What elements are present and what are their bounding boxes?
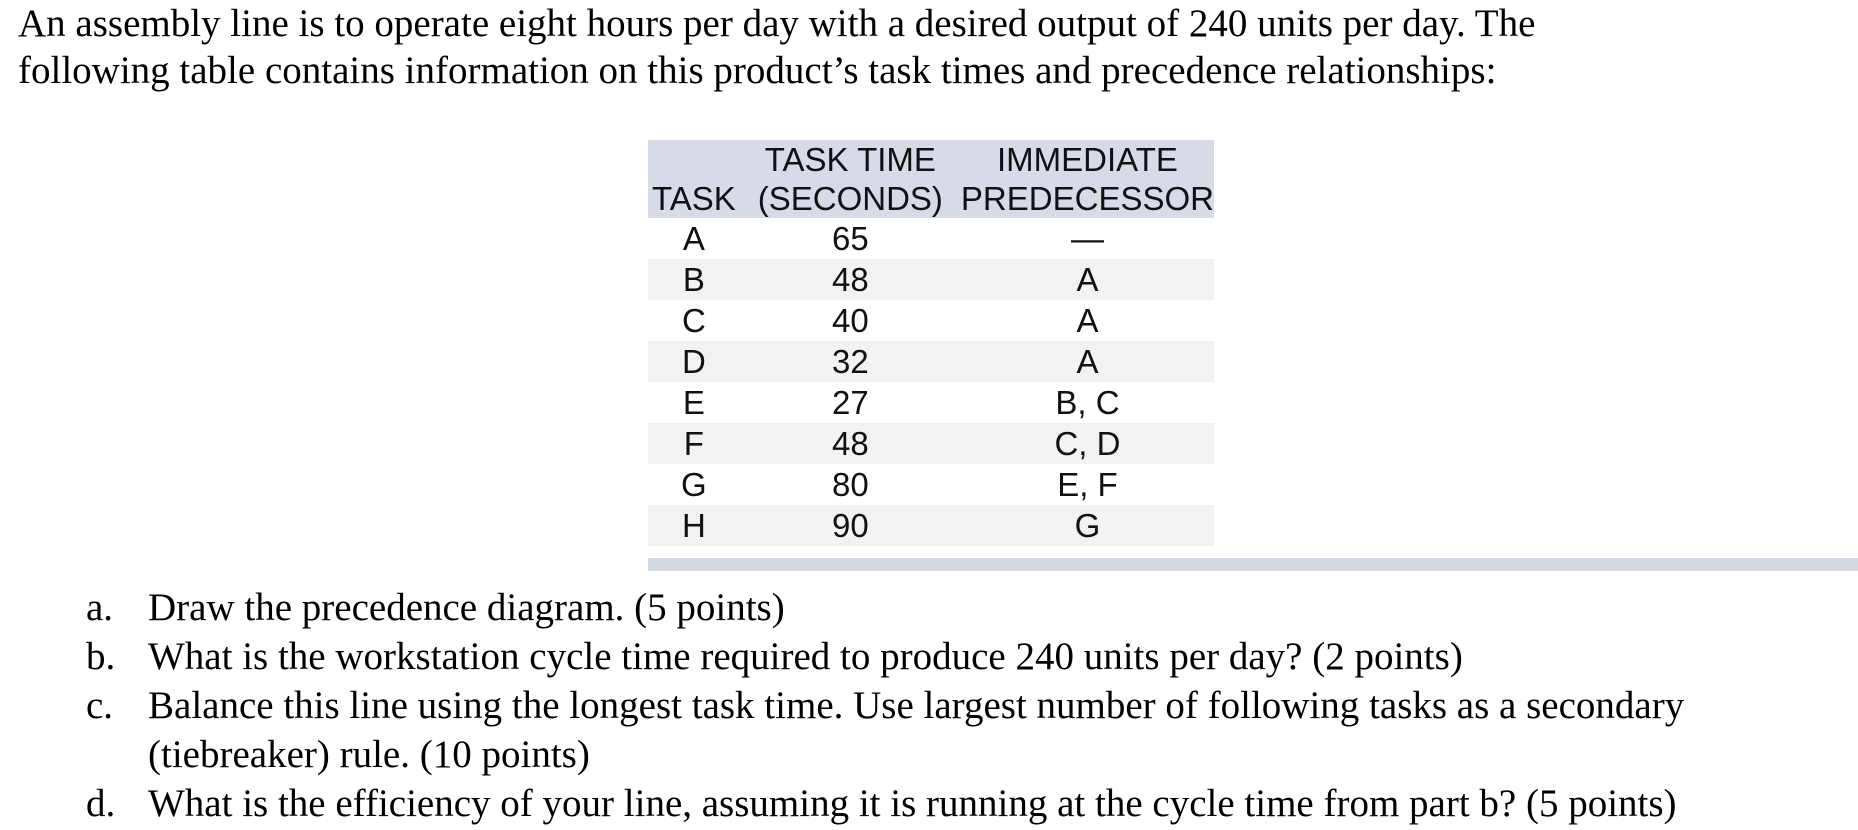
header-predecessor [961,140,1214,218]
header-task: TASK [652,180,736,217]
time-cell: 40 [831,302,869,339]
time-cell: 48 [831,261,869,298]
table-row [648,464,1214,505]
header-predecessor-line-1: IMMEDIATE [997,141,1178,178]
header-task-time-line-2: (SECONDS) [757,180,943,217]
task-cell: E [682,384,705,421]
question-list [86,583,1846,828]
task-cell: B [682,261,705,298]
task-table-body [648,218,1214,546]
predecessor-cell: B, C [1055,384,1120,421]
header-predecessor-line-2: PREDECESSOR [960,180,1214,217]
table-row [648,505,1214,546]
time-cell: 32 [831,343,869,380]
table-row [648,423,1214,464]
question-marker: c. [86,684,114,727]
table-row [648,300,1214,341]
task-cell: A [682,220,705,257]
predecessor-cell: G [1074,507,1101,544]
question-marker: b. [86,635,116,678]
task-table-container [648,140,1214,546]
header-task-time-line-1: TASK TIME [764,141,936,178]
predecessor-cell: E, F [1057,466,1118,503]
intro-line-2: following table contains information on this product’s task times and precedence relationships: [18,49,1497,92]
task-table [648,140,1214,546]
task-table-header [648,140,1214,218]
question-text: Draw the precedence diagram. (5 points) [148,586,785,629]
predecessor-cell: A [1076,302,1099,339]
time-cell: 27 [831,384,869,421]
predecessor-cell: — [1070,220,1104,257]
question-d [86,779,1846,828]
task-cell: D [681,343,706,380]
time-cell: 48 [831,425,869,462]
table-row [648,259,1214,300]
question-marker: a. [86,586,114,629]
task-cell: C [681,302,706,339]
predecessor-cell: A [1076,343,1099,380]
table-bottom-rule [648,558,1858,571]
question-a [86,583,1846,632]
table-row [648,218,1214,259]
problem-intro [18,0,1838,94]
question-text: Balance this line using the longest task time. Use largest number of following tasks as a secondary (tiebreaker) rule. (10 points) [148,684,1685,776]
intro-line-1: An assembly line is to operate eight hours per day with a desired output of 240 units per day. The [18,2,1536,45]
predecessor-cell: C, D [1054,425,1121,462]
question-marker: d. [86,782,116,825]
header-task-time [740,140,961,218]
question-b [86,632,1846,681]
predecessor-cell: A [1076,261,1099,298]
time-cell: 90 [831,507,869,544]
question-text: What is the workstation cycle time required to produce 240 units per day? (2 points) [148,635,1463,678]
task-cell: G [681,466,707,503]
time-cell: 65 [831,220,869,257]
time-cell: 80 [831,466,869,503]
question-text: What is the efficiency of your line, assuming it is running at the cycle time from part b? (5 points) [148,782,1677,825]
table-row [648,341,1214,382]
table-row [648,382,1214,423]
question-c [86,681,1846,779]
task-cell: F [683,425,704,462]
task-cell: H [681,507,706,544]
